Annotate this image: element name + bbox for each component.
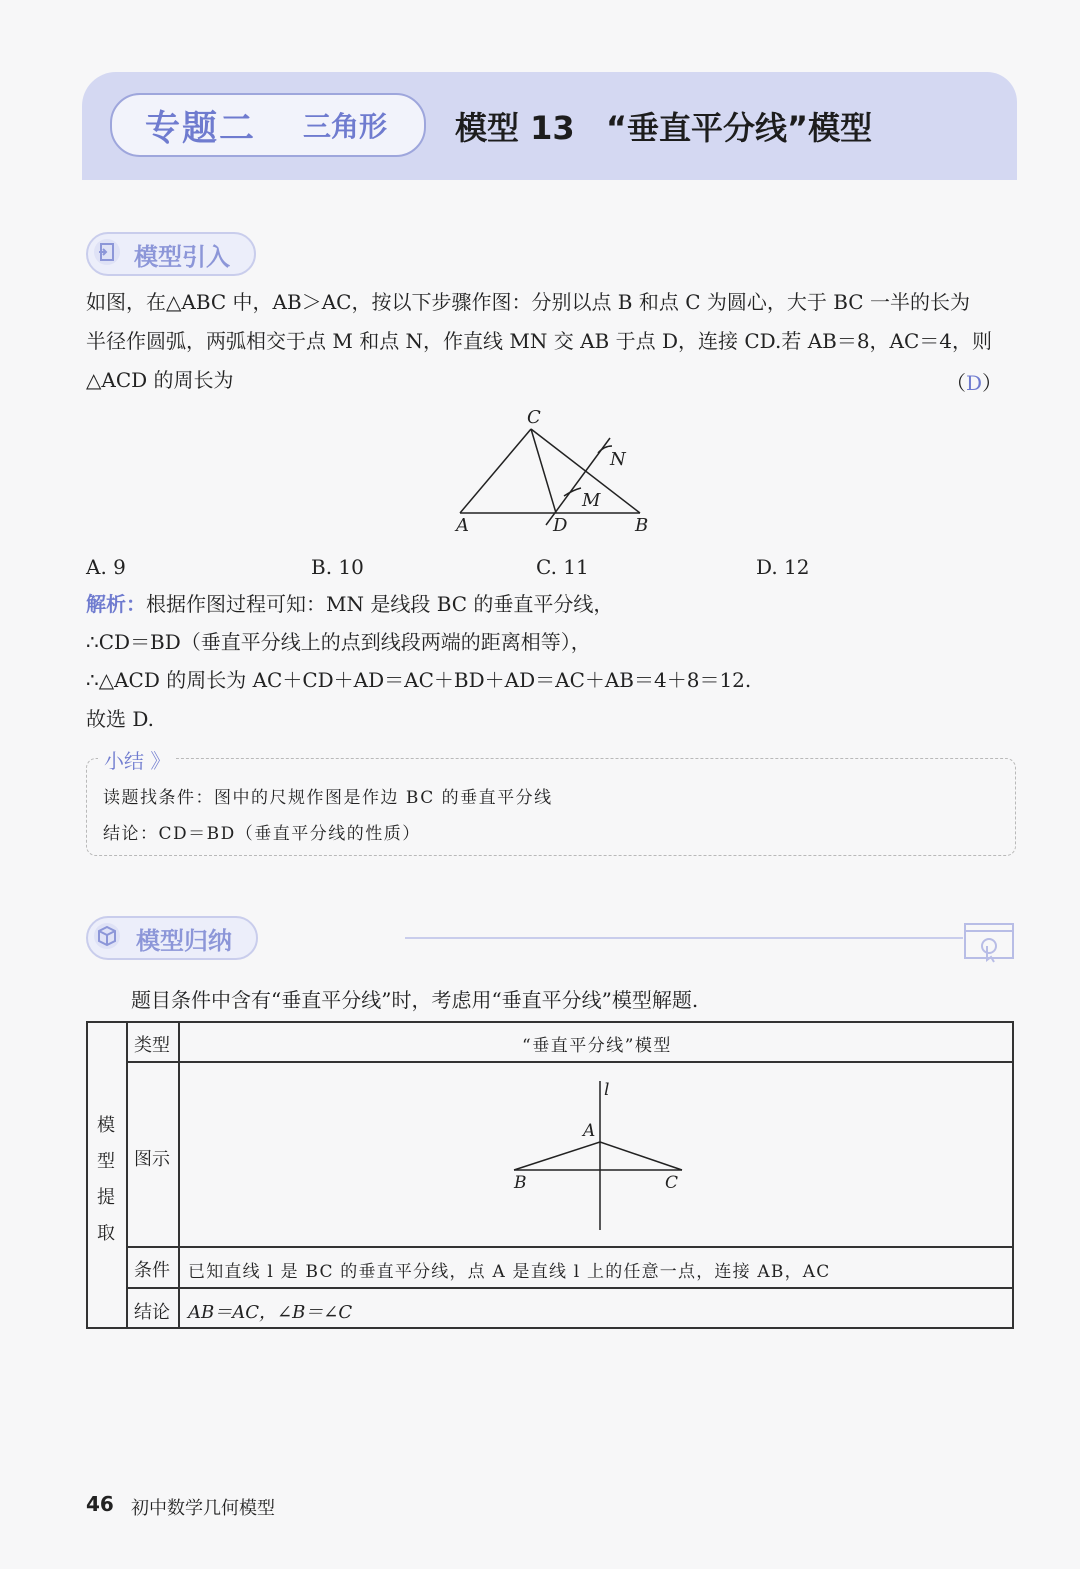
- conclusion-value: AB＝AC，∠B＝∠C: [188, 1302, 353, 1323]
- segment-ab2: [514, 1142, 600, 1170]
- solution-line-1: [86, 593, 613, 615]
- solution-label: 解析：: [86, 592, 146, 616]
- type-label: 类型: [134, 1035, 170, 1056]
- answer-value: D: [966, 371, 983, 395]
- option-b: B. 10: [311, 555, 364, 579]
- section-divider: [405, 937, 963, 939]
- cube-icon: [92, 921, 122, 951]
- condition-label: 条件: [134, 1260, 170, 1281]
- option-c: C. 11: [536, 555, 589, 579]
- label-a: A: [456, 515, 469, 536]
- solution-text-1: 根据作图过程可知：MN 是线段 BC 的垂直平分线，: [146, 592, 614, 616]
- solution-line-4: 故选 D.: [86, 707, 155, 731]
- table-hline-3: [126, 1287, 1014, 1289]
- side-char-1: 模: [97, 1115, 115, 1136]
- click-icon: [963, 922, 1015, 964]
- label-d: D: [553, 515, 568, 536]
- solution-line-3: ∴△ACD 的周长为 AC＋CD＋AD＝AC＋BD＋AD＝AC＋AB＝4＋8＝12.: [86, 668, 752, 692]
- table-vline-2: [178, 1021, 180, 1329]
- answer-bracket: [946, 367, 1002, 396]
- table-hline-2: [126, 1246, 1014, 1248]
- answer-close: ）: [982, 371, 1003, 395]
- book-title: 初中数学几何模型: [131, 1498, 275, 1519]
- solution-line-2: ∴CD＝BD（垂直平分线上的点到线段两端的距离相等），: [86, 630, 591, 654]
- subtopic-label: 三角形: [303, 110, 388, 143]
- summary-line-1: 读题找条件：图中的尺规作图是作边 BC 的垂直平分线: [103, 788, 553, 808]
- label-b2: B: [514, 1173, 527, 1193]
- section-label-summary: 模型归纳: [136, 927, 232, 955]
- answer-open: （: [946, 371, 966, 395]
- type-value: “垂直平分线”模型: [522, 1036, 672, 1056]
- triangle-figure: [440, 400, 670, 545]
- option-d: D. 12: [756, 555, 810, 579]
- label-m: M: [582, 490, 601, 511]
- label-c: C: [527, 407, 541, 428]
- segment-ac2: [600, 1142, 682, 1170]
- section-label-intro: 模型引入: [134, 243, 230, 271]
- document-icon: [92, 237, 122, 267]
- model-number: 模型 13: [455, 109, 575, 147]
- problem-line-3: △ACD 的周长为: [86, 368, 234, 392]
- summary-title: 小结 》: [98, 745, 176, 774]
- side-char-2: 型: [97, 1151, 115, 1172]
- summary-line-2: 结论：CD＝BD（垂直平分线的性质）: [103, 824, 421, 844]
- label-c2: C: [665, 1173, 679, 1193]
- table-hline-1: [126, 1061, 1014, 1063]
- problem-line-2: 半径作圆弧，两弧相交于点 M 和点 N，作直线 MN 交 AB 于点 D，连接 CD.若 AB＝8，AC＝4，则: [86, 329, 993, 353]
- perpendicular-bisector-figure: [500, 1075, 700, 1235]
- side-char-3: 提: [97, 1187, 115, 1208]
- label-a2: A: [583, 1121, 596, 1141]
- topic-label: 专题二: [145, 109, 257, 149]
- conclusion-label: 结论: [134, 1302, 170, 1323]
- model-title: “垂直平分线”模型: [606, 109, 873, 147]
- table-side-label: [96, 1108, 116, 1252]
- side-char-4: 取: [97, 1223, 115, 1244]
- model-intro: 题目条件中含有“垂直平分线”时，考虑用“垂直平分线”模型解题.: [131, 988, 699, 1012]
- segment-ac: [460, 429, 531, 513]
- segment-cd: [531, 429, 556, 513]
- label-n: N: [610, 449, 626, 470]
- label-l: l: [604, 1080, 610, 1100]
- condition-value: 已知直线 l 是 BC 的垂直平分线，点 A 是直线 l 上的任意一点，连接 AB，AC: [188, 1262, 831, 1282]
- label-b: B: [635, 515, 649, 536]
- option-a: A. 9: [86, 555, 126, 579]
- problem-line-1: 如图，在△ABC 中，AB＞AC，按以下步骤作图：分别以点 B 和点 C 为圆心，大于 BC 一半的长为: [86, 290, 970, 314]
- figure-label: 图示: [134, 1149, 170, 1170]
- table-vline-1: [126, 1021, 128, 1329]
- page-number: 46: [86, 1492, 114, 1516]
